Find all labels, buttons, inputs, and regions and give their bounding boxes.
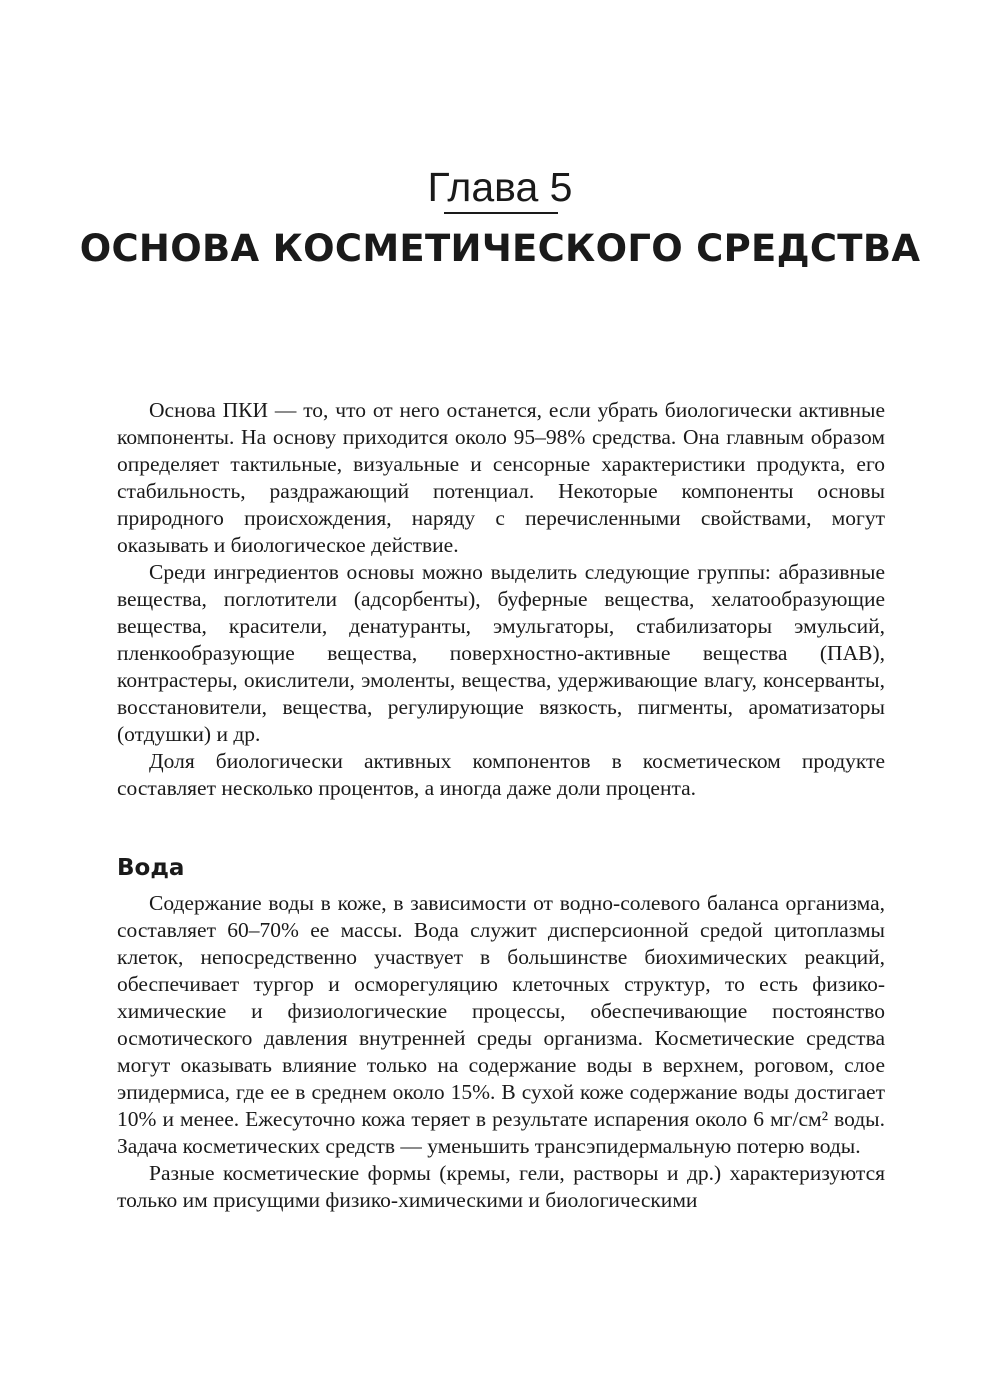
paragraph: Разные косметические формы (кремы, гели, растворы и др.) характеризуются только им присущими физико-химическими и биологическими (117, 1161, 885, 1212)
section-heading: Вода (117, 855, 185, 881)
paragraph: Среди ингредиентов основы можно выделить следующие группы: абразивные вещества, поглотители (адсорбенты), буферные вещества, хелатообразующие вещества, красители, денатуранты, эмульгаторы, стабилизаторы эмульсий, пленкообразующие вещества, поверхностно-активные вещества (ПАВ), контрастеры, окислители, эмоленты, вещества, удерживающие влагу, консерванты, восстановители, вещества, регулирующие вязкость, пигменты, ароматизаторы (отдушки) и др. (117, 560, 885, 746)
chapter-title: ОСНОВА КОСМЕТИЧЕСКОГО СРЕДСТВА (79, 227, 921, 270)
paragraph: Доля биологически активных компонентов в косметическом продукте составляет несколько процентов, а иногда даже доли процента. (117, 749, 885, 800)
paragraph: Основа ПКИ — то, что от него останется, если убрать биологически активные компоненты. На основу приходится около 95–98% средства. Она главным образом определяет тактильные, визуальные и сенсорные характеристики продукта, его стабильность, раздражающий потенциал. Некоторые компоненты основы природного происхождения, наряду с перечисленными свойствами, могут оказывать и биологическое действие. (117, 398, 885, 557)
intro-text (117, 397, 885, 802)
chapter-label: Глава 5 (427, 164, 573, 210)
paragraph: Содержание воды в коже, в зависимости от водно-солевого баланса организма, составляет 60–70% ее массы. Вода служит дисперсионной средой цитоплазмы клеток, непосредственно участвует в большинстве биохимических реакций, обеспечивает тургор и осморегуляцию клеточных структур, то есть физико-химические и физиологические процессы, обеспечивающие постоянство осмотического давления внутренней среды организма. Косметические средства могут оказывать влияние только на содержание воды в верхнем, роговом, слое эпидермиса, где ее в среднем около 15%. В сухой коже содержание воды достигает 10% и менее. Ежесуточно кожа теряет в результате испарения около 6 мг/см² воды. Задача косметических средств — уменьшить трансэпидермальную потерю воды. (117, 891, 885, 1158)
water-section-text (117, 890, 885, 1214)
chapter-underline (444, 212, 558, 214)
